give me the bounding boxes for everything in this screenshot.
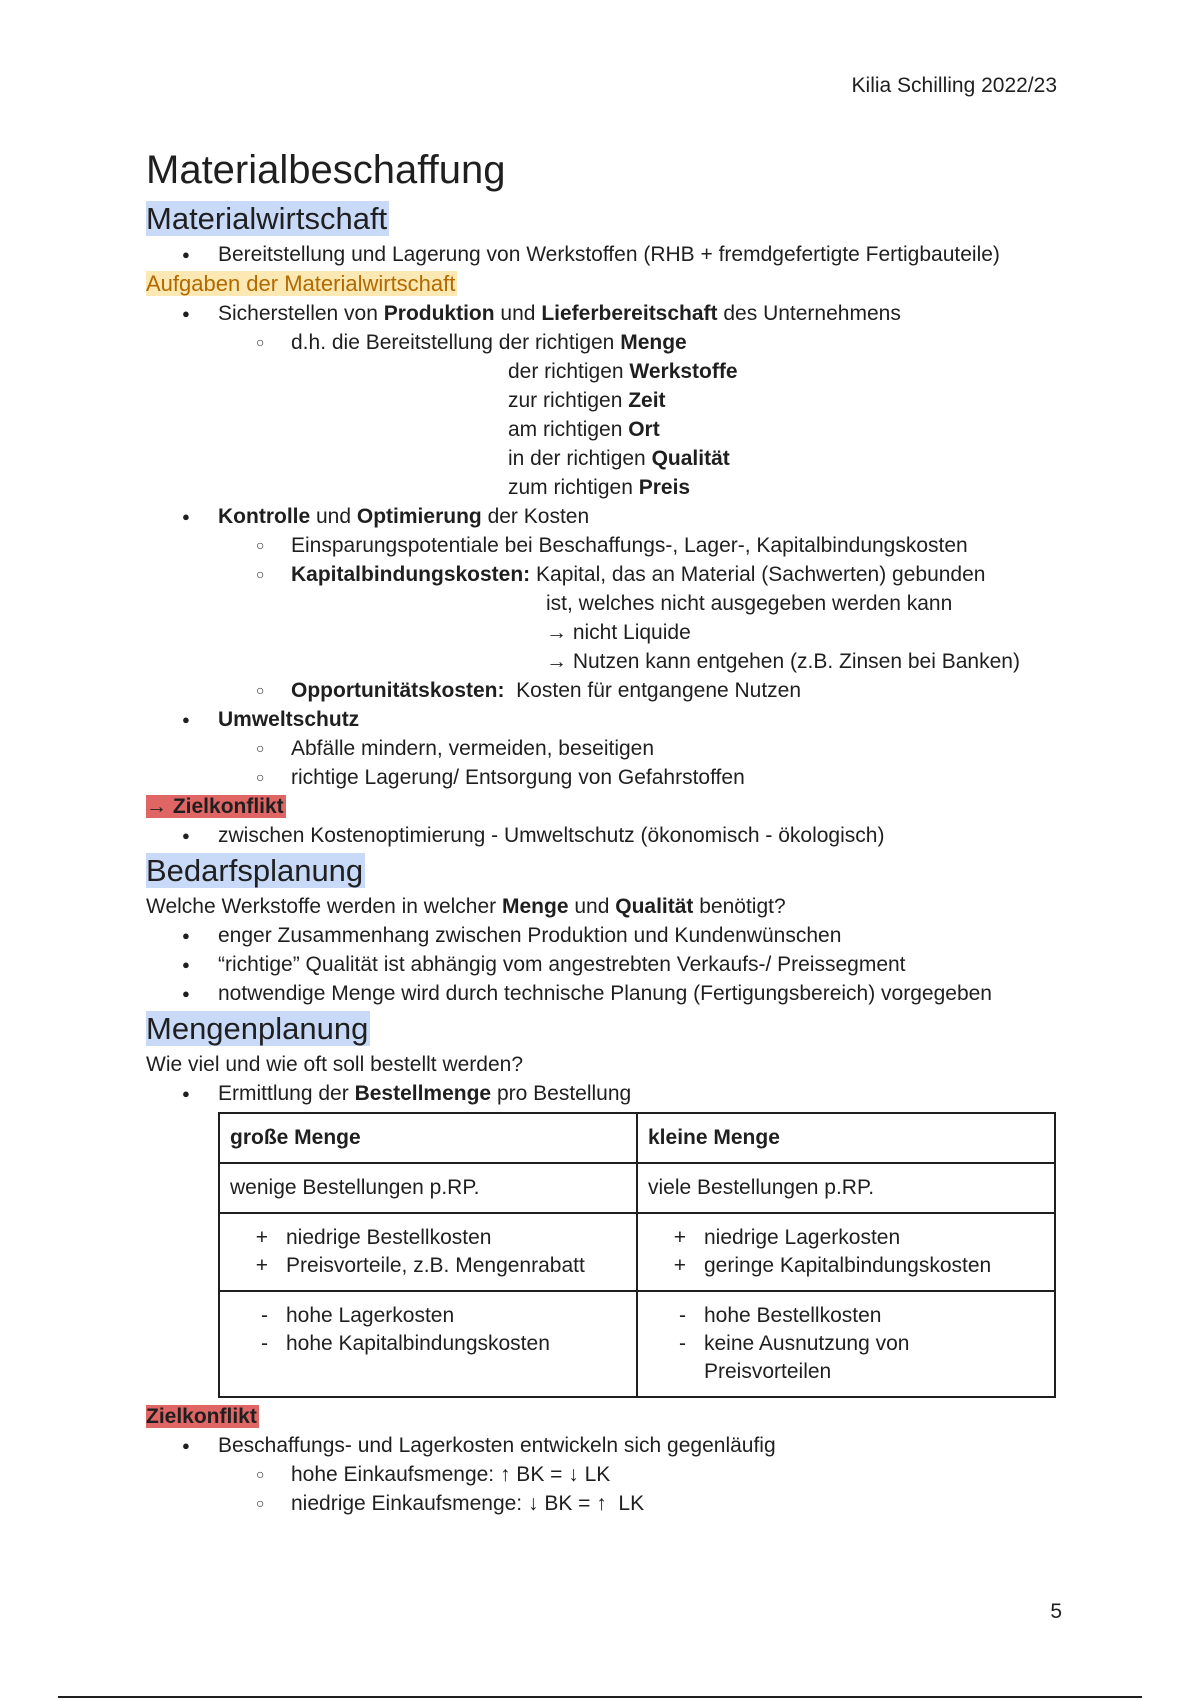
heading-mengenplanung: Mengenplanung bbox=[146, 1011, 369, 1046]
bullet-qualitaet: ● “richtige” Qualität ist abhängig vom angestrebten Verkaufs-/ Preissegment bbox=[146, 950, 1066, 979]
list-item: am richtigen Ort bbox=[508, 418, 660, 441]
subbullet-bereitstellung: ○ d.h. die Bereitstellung der richtigen Menge bbox=[146, 328, 1066, 357]
bullet-zusammenhang: ● enger Zusammenhang zwischen Produktion und Kundenwünschen bbox=[146, 921, 1066, 950]
page-title: Materialbeschaffung bbox=[146, 148, 506, 192]
table-header-cell: kleine Menge bbox=[637, 1113, 1055, 1163]
question-mengen: Wie viel und wie oft soll bestellt werden? bbox=[146, 1053, 524, 1076]
heading-aufgaben: Aufgaben der Materialwirtschaft bbox=[146, 271, 456, 296]
table-header-cell: große Menge bbox=[219, 1113, 637, 1163]
table-cell: wenige Bestellungen p.RP. bbox=[219, 1163, 637, 1213]
subbullet-opportunitaet: ○ Opportunitätskosten: Kosten für entgangene Nutzen bbox=[146, 676, 1066, 705]
comparison-table bbox=[218, 1112, 1056, 1398]
list-item: zum richtigen Preis bbox=[508, 476, 691, 499]
bottom-divider bbox=[58, 1696, 1142, 1698]
heading-materialwirtschaft: Materialwirtschaft bbox=[146, 201, 388, 236]
list-item: zur richtigen Zeit bbox=[508, 389, 666, 412]
table-row bbox=[219, 1291, 1055, 1397]
subbullet-lagerung: ○ richtige Lagerung/ Entsorgung von Gefahrstoffen bbox=[146, 763, 1066, 792]
bullet-kontrolle: ● Kontrolle und Optimierung der Kosten bbox=[146, 502, 1066, 531]
table-cell: + niedrige Bestellkosten + Preisvorteile, z.B. Mengenrabatt bbox=[219, 1213, 637, 1291]
table-cell: - hohe Lagerkosten - hohe Kapitalbindungskosten bbox=[219, 1291, 637, 1397]
list-item: der richtigen Werkstoffe bbox=[508, 360, 738, 383]
table-row bbox=[219, 1163, 1055, 1213]
subbullet-niedrige-menge: ○ niedrige Einkaufsmenge: ↓ BK = ↑ LK bbox=[146, 1489, 1066, 1518]
table-cell: viele Bestellungen p.RP. bbox=[637, 1163, 1055, 1213]
page-number: 5 bbox=[1050, 1600, 1062, 1623]
bullet-bereitstellung: ● Bereitstellung und Lagerung von Werkstoffen (RHB + fremdgefertigte Fertigbauteile) bbox=[146, 240, 1066, 269]
table-row bbox=[219, 1113, 1055, 1163]
bullet-umweltschutz: ● Umweltschutz bbox=[146, 705, 1066, 734]
subbullet-hohe-menge: ○ hohe Einkaufsmenge: ↑ BK = ↓ LK bbox=[146, 1460, 1066, 1489]
continuation-line: → nicht Liquide bbox=[546, 621, 691, 644]
bullet-menge: ● notwendige Menge wird durch technische Planung (Fertigungsbereich) vorgegeben bbox=[146, 979, 1066, 1008]
subbullet-einsparung: ○ Einsparungspotentiale bei Beschaffungs-, Lager-, Kapitalbindungskosten bbox=[146, 531, 1066, 560]
question-bedarf: Welche Werkstoffe werden in welcher Menge und Qualität benötigt? bbox=[146, 895, 786, 918]
table-cell: + niedrige Lagerkosten + geringe Kapitalbindungskosten bbox=[637, 1213, 1055, 1291]
bullet-sicherstellen: ● Sicherstellen von Produktion und Lieferbereitschaft des Unternehmens bbox=[146, 299, 1066, 328]
zielkonflikt-label-2: Zielkonflikt bbox=[146, 1405, 257, 1428]
continuation-line: ist, welches nicht ausgegeben werden kann bbox=[546, 592, 953, 615]
list-item: in der richtigen Qualität bbox=[508, 447, 730, 470]
zielkonflikt-label: → Zielkonflikt bbox=[146, 795, 284, 818]
bullet-ermittlung: ● Ermittlung der Bestellmenge pro Bestellung bbox=[146, 1079, 1066, 1108]
heading-bedarfsplanung: Bedarfsplanung bbox=[146, 853, 364, 888]
content bbox=[146, 146, 1066, 1518]
subbullet-kapitalbindung: ○ Kapitalbindungskosten: Kapital, das an Material (Sachwerten) gebunden bbox=[146, 560, 1066, 589]
bullet-zielkonflikt: ● zwischen Kostenoptimierung - Umweltschutz (ökonomisch - ökologisch) bbox=[146, 821, 1066, 850]
bullet-gegenlaeufig: ● Beschaffungs- und Lagerkosten entwickeln sich gegenläufig bbox=[146, 1431, 1066, 1460]
table-cell: - hohe Bestellkosten - keine Ausnutzung von Preisvorteilen bbox=[637, 1291, 1055, 1397]
author-header: Kilia Schilling 2022/23 bbox=[851, 74, 1057, 97]
subbullet-abfaelle: ○ Abfälle mindern, vermeiden, beseitigen bbox=[146, 734, 1066, 763]
table-row bbox=[219, 1213, 1055, 1291]
continuation-line: → Nutzen kann entgehen (z.B. Zinsen bei Banken) bbox=[546, 650, 1020, 673]
